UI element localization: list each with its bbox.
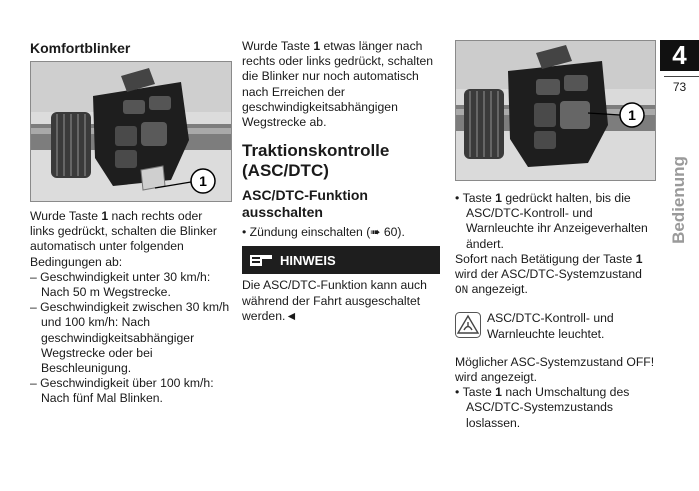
heading-traktionskontrolle: Traktionskontrolle (ASC/DTC) — [242, 141, 390, 181]
after-press-text: Sofort nach Betätigung der Taste 1 wird der ASC/DTC-Systemzustand ON angezeigt. — [455, 251, 643, 298]
note-text: Die ASC/DTC-Funktion kann auch während der Fahrt ausgeschaltet werden.◄ — [242, 278, 427, 323]
callout-1-left: 1 — [199, 173, 207, 189]
list-item: • Taste 1 gedrückt halten, bis die ASC/DTC-Kontroll- und Warnleuchte ihr Anzeigeverhalten ändert. — [455, 191, 648, 251]
komfortblinker-intro: Wurde Taste 1 nach rechts oder links gedrückt, schalten die Blinker automatisch unter folgenden Bedingungen ab: — [30, 209, 217, 269]
section-side-label: Bedienung — [669, 155, 688, 244]
warning-lamp-text: ASC/DTC-Kontroll- und Warnleuchte leuchtet. — [487, 311, 614, 341]
hold-steps-list — [455, 191, 655, 252]
handlebar-switch-photo-left — [30, 61, 232, 202]
steps-list — [242, 225, 440, 240]
list-item: – Geschwindigkeit über 100 km/h: Nach fünf Mal Blinken. — [30, 376, 214, 406]
chapter-number-tab: 4 — [660, 40, 699, 71]
list-item: • Zündung einschalten (➠ 60). — [242, 225, 405, 240]
list-item: • Taste 1 nach Umschaltung des ASC/DTC-Systemzustands loslassen. — [455, 385, 630, 430]
list-item: – Geschwindigkeit zwischen 30 km/h und 100 km/h: Nach geschwindigkeitsabhängiger Wegstrecke oder bei Beschleunigung. — [30, 300, 230, 376]
heading-asc-dtc-ausschalten: ASC/DTC-Funktion ausschalten — [242, 187, 368, 221]
handlebar-switch-photo-right — [455, 40, 656, 181]
possible-state-text: Möglicher ASC-Systemzustand OFF! wird angezeigt. — [455, 354, 655, 385]
release-steps-list — [455, 385, 655, 431]
pointing-hand-icon — [250, 252, 272, 268]
speed-conditions-list — [30, 270, 230, 407]
page-number: 73 — [672, 80, 687, 94]
heading-komfortblinker: Komfortblinker — [30, 40, 131, 56]
list-item: – Geschwindigkeit unter 30 km/h: Nach 50 m Wegstrecke. — [30, 269, 211, 300]
asc-warning-lamp-icon — [455, 312, 481, 338]
callout-1-right: 1 — [628, 107, 636, 123]
long-press-text: Wurde Taste 1 etwas länger nach rechts oder links gedrückt, schalten die Blinker nur noch automatisch nach Erreichen der geschwindigkeitsabhängigen Wegstrecke ab. — [242, 39, 434, 130]
note-banner — [242, 246, 440, 274]
note-label: HINWEIS — [280, 252, 336, 268]
warning-lamp-row — [455, 311, 655, 341]
page-number-rule — [664, 76, 699, 77]
